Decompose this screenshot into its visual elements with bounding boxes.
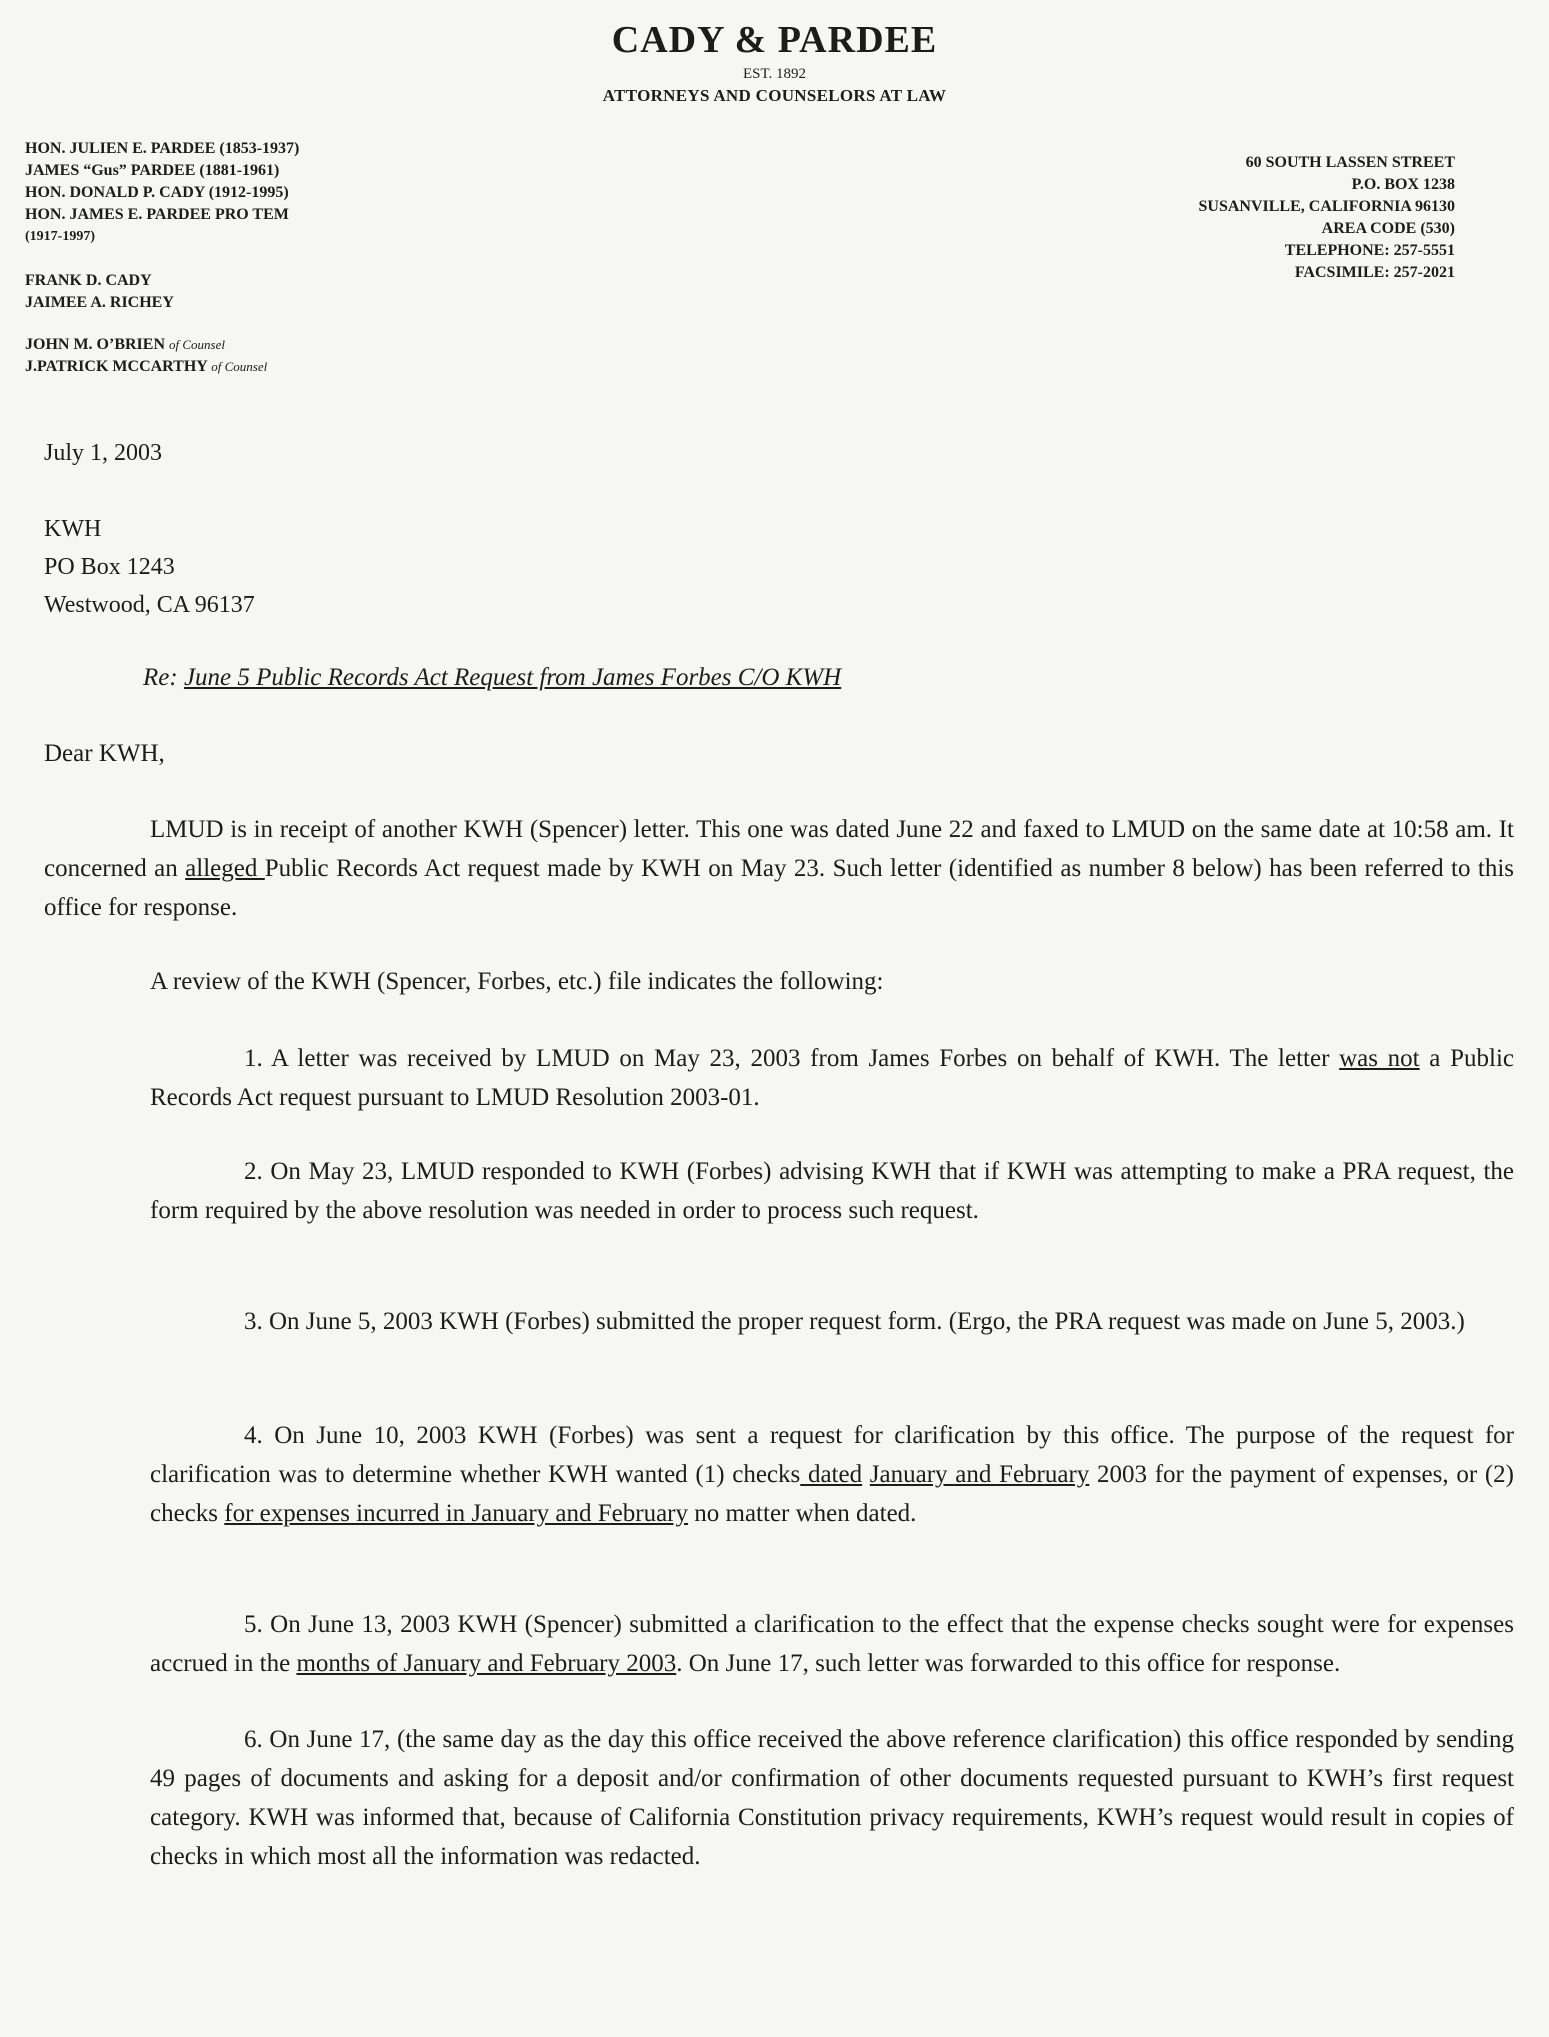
underlined-text: alleged bbox=[185, 855, 265, 882]
address-line: FACSIMILE: 257-2021 bbox=[1294, 264, 1455, 281]
subject-line bbox=[143, 664, 841, 692]
recipient-line: Westwood, CA 96137 bbox=[44, 592, 255, 618]
recipient-address bbox=[44, 510, 255, 624]
counsel-name: JOHN M. O’BRIEN bbox=[25, 336, 165, 353]
list-item: 3. On June 5, 2003 KWH (Forbes) submitted the proper request form. (Ergo, the PRA request was made on June 5, 2003.) bbox=[244, 1308, 1465, 1335]
recipient-line: PO Box 1243 bbox=[44, 554, 175, 580]
counsel-title: of Counsel bbox=[169, 337, 225, 352]
list-item bbox=[150, 1605, 1514, 1683]
of-counsel-entry bbox=[25, 356, 465, 378]
partner-name: HON. JULIEN E. PARDEE (1853-1937) bbox=[25, 140, 300, 157]
partner-years: (1917-1997) bbox=[25, 229, 95, 244]
address-line: P.O. BOX 1238 bbox=[1351, 176, 1455, 193]
list-item bbox=[150, 1039, 1514, 1117]
counsel-title: of Counsel bbox=[211, 359, 268, 374]
underlined-text: January and February bbox=[869, 1461, 1090, 1488]
address-line: 60 SOUTH LASSEN STREET bbox=[1245, 154, 1455, 171]
item-text bbox=[862, 1461, 870, 1488]
address-line: SUSANVILLE, CALIFORNIA 96130 bbox=[1198, 198, 1455, 215]
of-counsel-entry bbox=[25, 334, 465, 356]
firm-tagline: ATTORNEYS AND COUNSELORS AT LAW bbox=[602, 86, 947, 105]
item-text: . On June 17, such letter was forwarded to this office for response. bbox=[676, 1650, 1341, 1677]
list-item bbox=[150, 1416, 1514, 1533]
salutation: Dear KWH, bbox=[44, 740, 165, 767]
partner-name: JAIMEE A. RICHEY bbox=[25, 294, 174, 311]
underlined-text: dated bbox=[800, 1461, 863, 1488]
item-text: no matter when dated. bbox=[688, 1500, 917, 1527]
item-text: a Public Records Act request pursuant to LMUD Resolution 2003-01. bbox=[150, 1045, 1514, 1111]
item-text: 1. A letter was received by LMUD on May 23, 2003 from James Forbes on behalf of KWH. The letter bbox=[244, 1045, 1340, 1072]
partners-list bbox=[25, 138, 465, 400]
firm-address bbox=[1199, 152, 1456, 284]
list-item: 6. On June 17, (the same day as the day this office received the above reference clarification) this office responded by sending 49 pages of documents and asking for a deposit and/or confirmation of other documents requested pursuant to KWH’s first request category. KWH was informed that, because of California Constitution privacy requirements, KWH’s request would result in copies of checks in which most all the information was redacted. bbox=[150, 1726, 1514, 1870]
underlined-text: was not bbox=[1339, 1045, 1420, 1072]
partner-name: FRANK D. CADY bbox=[25, 272, 152, 289]
subject-prefix: Re: bbox=[143, 664, 184, 691]
paragraph-text: Public Records Act request made by KWH on May 23. Such letter (identified as number 8 below) has been referred to this office for response. bbox=[44, 855, 1514, 921]
paragraph-intro bbox=[44, 810, 1514, 927]
partner-name: HON. DONALD P. CADY (1912-1995) bbox=[25, 184, 289, 201]
partner-name: HON. JAMES E. PARDEE PRO TEM bbox=[25, 206, 289, 223]
item-text: 5. On June 13, 2003 KWH (Spencer) submitted a clarification to the effect that the expense checks sought were for expenses accrued in the bbox=[150, 1611, 1514, 1677]
paragraph-review: A review of the KWH (Spencer, Forbes, etc.) file indicates the following: bbox=[150, 968, 884, 995]
item-text: 4. On June 10, 2003 KWH (Forbes) was sent a request for clarification by this office. The purpose of the request for clarification was to determine whether KWH wanted (1) checks bbox=[150, 1422, 1514, 1488]
underlined-text: for expenses incurred in January and February bbox=[224, 1500, 689, 1527]
item-text: 2003 for the payment of expenses, or (2) checks bbox=[150, 1461, 1514, 1527]
counsel-name: J.PATRICK MCCARTHY bbox=[25, 358, 208, 375]
paragraph-text: LMUD is in receipt of another KWH (Spencer) letter. This one was dated June 22 and faxed to LMUD on the same date at 10:58 am. It concerned an bbox=[44, 816, 1514, 882]
recipient-line: KWH bbox=[44, 516, 102, 542]
current-partners bbox=[25, 270, 465, 314]
partner-name: JAMES “Gus” PARDEE (1881-1961) bbox=[25, 162, 280, 179]
list-item: 2. On May 23, LMUD responded to KWH (Forbes) advising KWH that if KWH was attempting to make a PRA request, the form required by the above resolution was needed in order to process such request. bbox=[150, 1158, 1514, 1224]
firm-name: CADY & PARDEE bbox=[611, 19, 938, 61]
firm-established: EST. 1892 bbox=[742, 66, 807, 82]
underlined-text: months of January and February 2003 bbox=[296, 1650, 677, 1677]
letter-date: July 1, 2003 bbox=[44, 440, 163, 466]
address-line: TELEPHONE: 257-5551 bbox=[1284, 242, 1455, 259]
address-line: AREA CODE (530) bbox=[1321, 220, 1455, 237]
of-counsel-list bbox=[25, 334, 465, 378]
historic-partners bbox=[25, 138, 465, 248]
subject-text: June 5 Public Records Act Request from James Forbes C/O KWH bbox=[183, 664, 842, 691]
